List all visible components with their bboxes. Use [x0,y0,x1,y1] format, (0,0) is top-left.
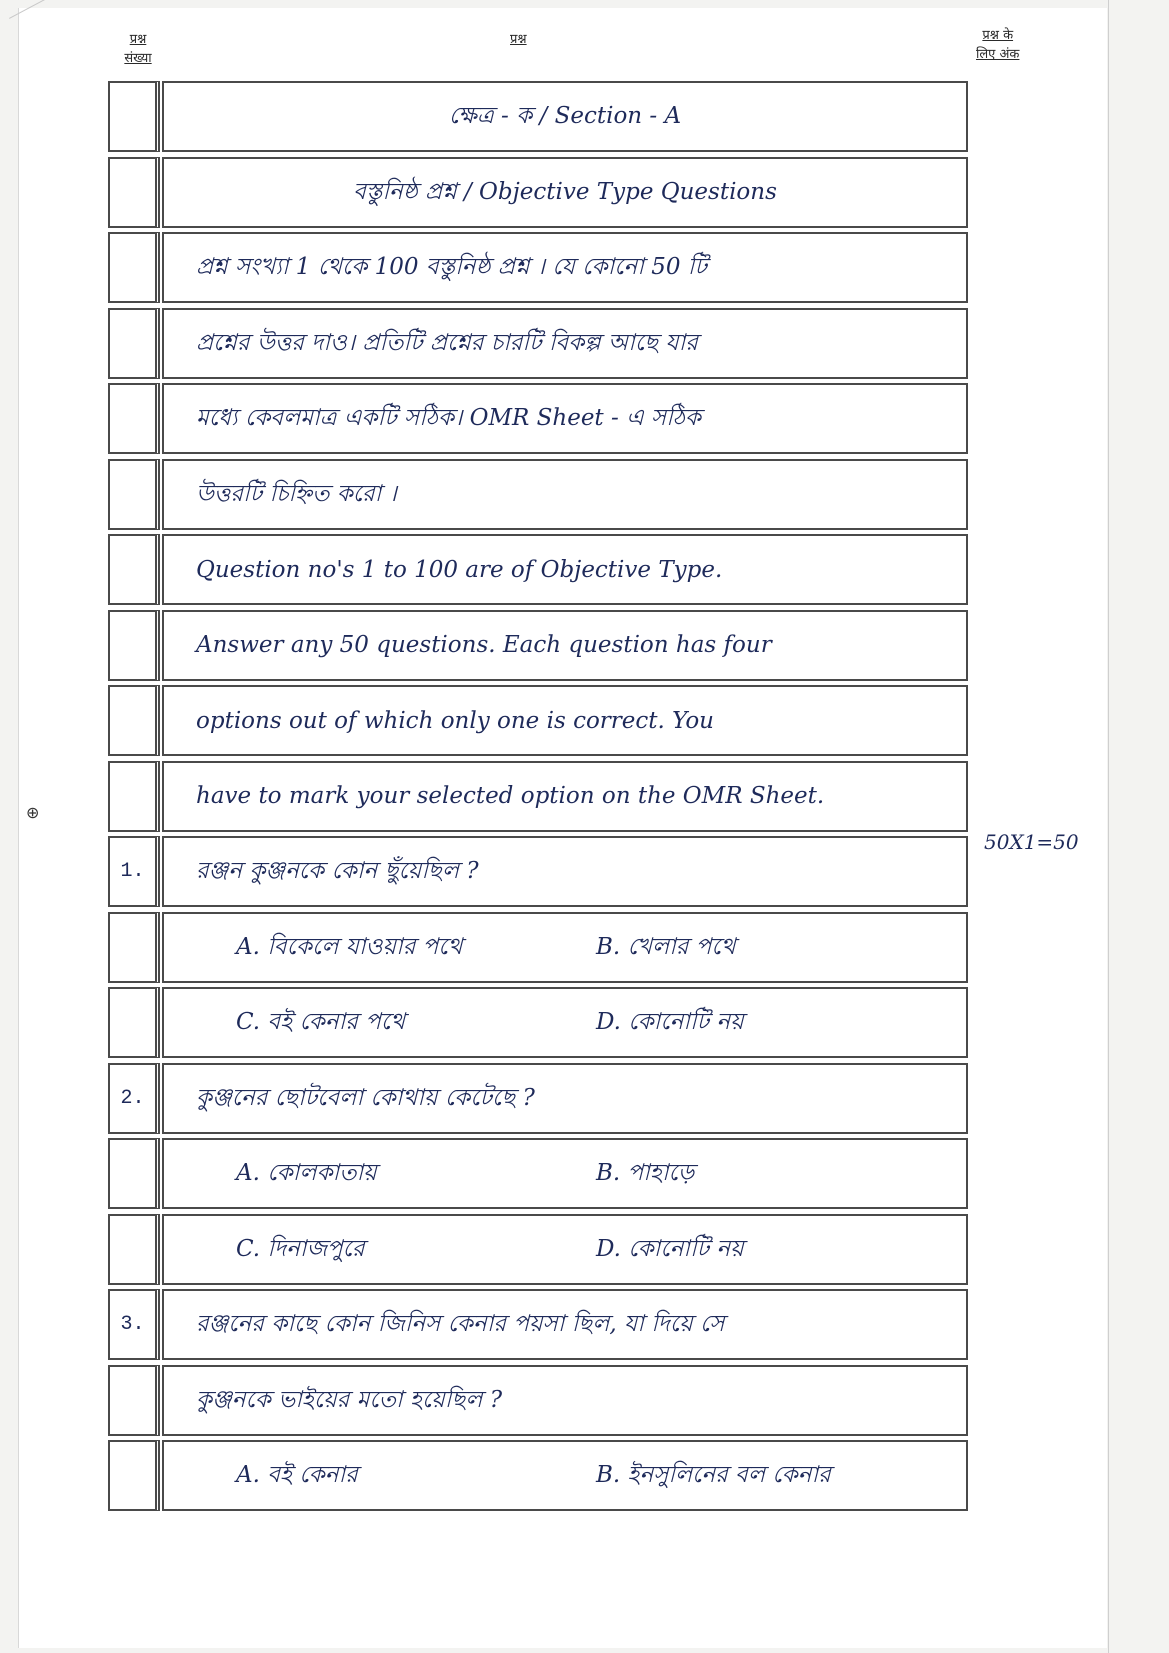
answer-row [108,1440,968,1513]
answer-row [108,534,968,607]
answer-text-cell [162,383,968,454]
answer-row [108,1365,968,1438]
question-number-cell: 2. [108,1063,160,1134]
answer-line-text: কুঞ্জনের ছোটবেলা কোথায় কেটেছে ? [196,1084,535,1111]
answer-line-text: রঞ্জনের কাছে কোন জিনিস কেনার পয়সা ছিল, যা দিয়ে সে [196,1311,725,1337]
options-line [164,1230,966,1269]
answer-text-cell [162,836,968,907]
header-qno-line-1: प्रश्न [129,32,147,47]
question-number-cell [108,232,160,303]
answer-text-cell [162,1214,968,1285]
question-number-cell: 1. [108,836,160,907]
answer-text-cell [162,987,968,1058]
header-marks [976,26,1019,64]
answer-row [108,232,968,305]
question-number-cell [108,1214,160,1285]
question-number-cell [108,157,160,228]
header-marks-line-2: लिए अंक [976,47,1020,62]
answer-line-text: প্রশ্ন সংখ্যা 1 থেকে 100 বস্তুনিষ্ঠ প্রশ্ন । যে কোনো 50 টি [196,254,707,280]
answer-text-cell [162,685,968,756]
answer-row [108,685,968,758]
answer-row [108,761,968,834]
answer-line-text: options out of which only one is correct. You [196,707,714,734]
answer-line-text: Question no's 1 to 100 are of Objective Type. [196,556,723,583]
answer-text-cell [162,81,968,152]
options-line [164,928,966,967]
answer-text-cell [162,157,968,228]
option-right: B. পাহাড়ে [596,1160,695,1186]
option-right: D. কোনোটি নয় [596,1009,744,1035]
answer-line-text: মধ্যে কেবলমাত্র একটি সঠিক। OMR Sheet - এ সঠিক [196,405,702,431]
answer-line-text: কুঞ্জনকে ভাইয়ের মতো হয়েছিল ? [196,1386,503,1413]
answer-text-cell [162,232,968,303]
answer-text-cell [162,459,968,530]
question-number-cell [108,534,160,605]
question-number-cell [108,610,160,681]
answer-row [108,459,968,532]
answer-row [108,987,968,1060]
answer-line-text: ক্ষেত্র - ক / Section - A [448,103,682,129]
answer-row [108,157,968,230]
answer-text-cell [162,761,968,832]
option-right: B. খেলার পথে [596,933,736,960]
options-line [164,1154,966,1193]
answer-row [108,912,968,985]
header-question: प्रश्न [510,32,527,47]
answer-line-text: Answer any 50 questions. Each question has four [196,632,772,658]
option-left: A. বিকেলে যাওয়ার পথে [236,933,463,960]
question-number-cell [108,81,160,152]
question-number-cell [108,1440,160,1511]
answer-row [108,383,968,456]
answer-line-text: have to mark your selected option on the OMR Sheet. [196,783,825,809]
question-number-cell [108,761,160,832]
answer-text-cell [162,1365,968,1436]
options-line [164,1003,966,1042]
answer-row [108,81,968,154]
option-left: A. বই কেনার [236,1462,358,1488]
option-right: D. কোনোটি নয় [596,1235,744,1262]
answer-row [108,1289,968,1362]
question-number-cell [108,308,160,379]
answer-row [108,1138,968,1211]
answer-line-text: রঞ্জন কুঞ্জনকে কোন ছুঁয়েছিল ? [196,858,479,884]
options-line [164,1456,966,1495]
answer-text-cell [162,1440,968,1511]
page-edge [1108,0,1109,1653]
question-number-cell [108,1365,160,1436]
registration-mark: ⊕ [26,803,40,822]
header-marks-line-1: प्रश्न के [982,28,1014,43]
question-number-cell [108,912,160,983]
header-qno-line-2: संख्या [124,51,152,66]
answer-text-cell [162,534,968,605]
question-number-cell [108,459,160,530]
answer-text-cell [162,1063,968,1134]
option-left: C. বই কেনার পথে [236,1009,406,1035]
answer-text-cell [162,912,968,983]
question-number-cell [108,685,160,756]
question-number-cell: 3. [108,1289,160,1360]
question-number-cell [108,1138,160,1209]
question-number-cell [108,383,160,454]
option-right: B. ইনসুলিনের বল কেনার [596,1462,831,1488]
answer-row [108,308,968,381]
option-left: A. কোলকাতায় [236,1160,377,1186]
answer-line-text: প্রশ্নের উত্তর দাও। প্রতিটি প্রশ্নের চারটি বিকল্প আছে যার [196,329,698,356]
answer-row [108,610,968,683]
answer-row [108,1214,968,1287]
answer-text-cell [162,1138,968,1209]
header-question-number [118,30,158,68]
answer-text-cell [162,308,968,379]
question-number-cell [108,987,160,1058]
answer-row [108,1063,968,1136]
answer-text-cell [162,1289,968,1360]
answer-line-text: বস্তুনিষ্ঠ প্রশ্ন / Objective Type Questions [353,178,777,205]
section-marks: 50X1=50 [984,830,1079,854]
option-left: C. দিনাজপুরে [236,1235,365,1262]
answer-line-text: উত্তরটি চিহ্নিত করো । [196,480,397,507]
answer-row [108,836,968,909]
answer-text-cell [162,610,968,681]
